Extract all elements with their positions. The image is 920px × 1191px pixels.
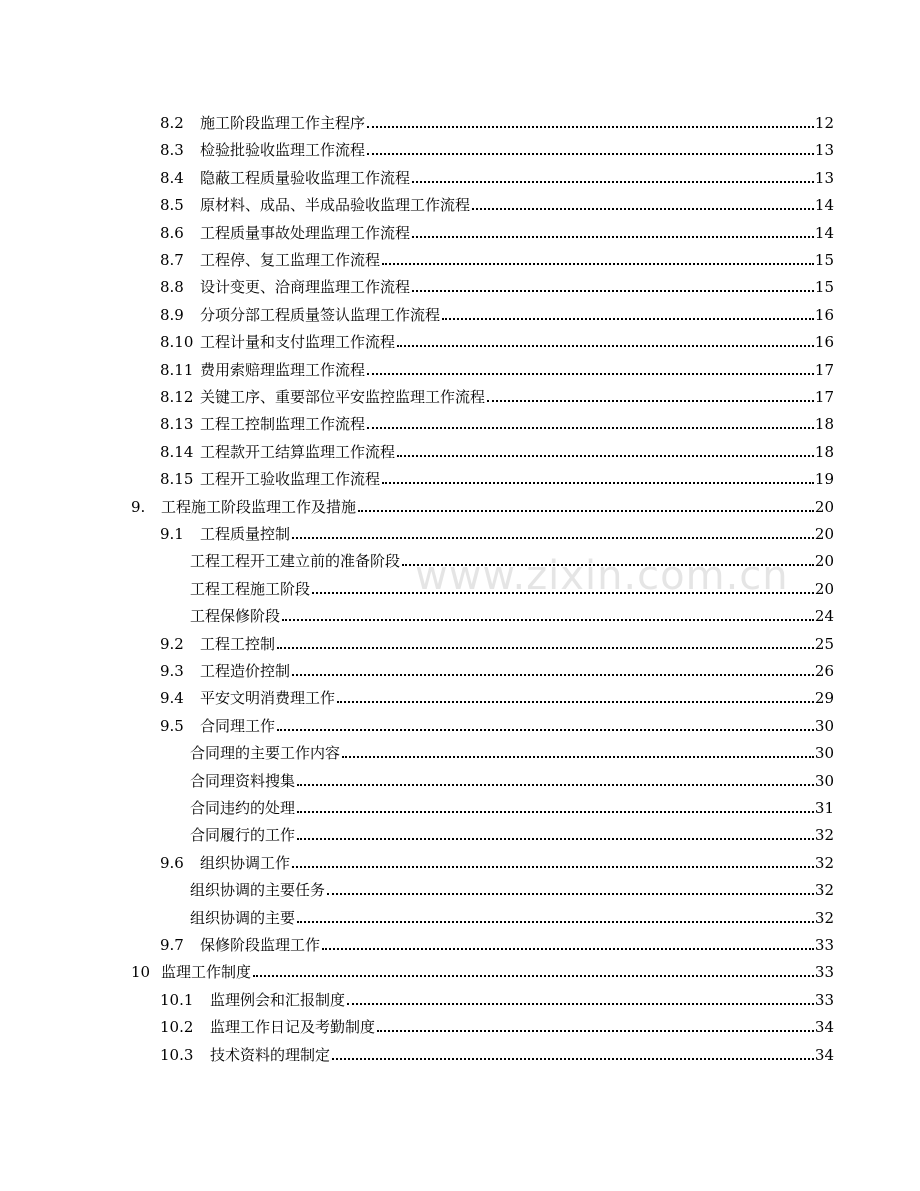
toc-dot-leader bbox=[277, 645, 814, 649]
toc-entry[interactable] bbox=[160, 300, 834, 324]
toc-dot-leader bbox=[297, 809, 814, 813]
toc-entry[interactable] bbox=[190, 793, 834, 817]
toc-entry[interactable] bbox=[190, 903, 834, 927]
toc-entry-title: 隐蔽工程质量验收监理工作流程 bbox=[200, 168, 411, 187]
toc-entry-number: 9.2 bbox=[160, 634, 184, 653]
toc-entry-number: 8.13 bbox=[160, 415, 194, 434]
toc-entry-page: 15 bbox=[814, 251, 834, 269]
toc-entry-number: 8.12 bbox=[160, 388, 194, 406]
toc-entry-page: 17 bbox=[814, 360, 834, 379]
toc-entry-page: 32 bbox=[814, 853, 834, 872]
toc-entry-title: 设计变更、洽商理监理工作流程 bbox=[200, 278, 411, 297]
toc-entry[interactable] bbox=[160, 135, 834, 159]
toc-entry-title: 工程质量事故处理监理工作流程 bbox=[200, 223, 411, 242]
toc-entry-page: 15 bbox=[814, 278, 834, 297]
toc-entry-title: 工程工控制监理工作流程 bbox=[200, 415, 366, 434]
toc-entry-title: 组织协调的主要 bbox=[190, 908, 296, 927]
toc-entry-page: 20 bbox=[814, 552, 834, 571]
toc-entry[interactable] bbox=[160, 272, 834, 296]
toc-entry-page: 13 bbox=[814, 141, 834, 160]
toc-entry-number: 9.6 bbox=[160, 853, 184, 872]
toc-entry-page: 20 bbox=[814, 579, 834, 598]
toc-entry[interactable] bbox=[131, 957, 834, 981]
toc-dot-leader bbox=[297, 919, 814, 923]
toc-entry[interactable] bbox=[190, 546, 834, 570]
toc-entry-title: 工程款开工结算监理工作流程 bbox=[200, 442, 396, 461]
watermark: www.zixin.com.cn bbox=[415, 553, 789, 599]
toc-dot-leader bbox=[412, 179, 814, 183]
toc-entry[interactable] bbox=[190, 601, 834, 625]
toc-dot-leader bbox=[282, 617, 814, 621]
toc-entry[interactable] bbox=[160, 163, 834, 187]
toc-dot-leader bbox=[358, 508, 814, 512]
toc-dot-leader bbox=[487, 398, 814, 402]
toc-entry-title: 费用索赔理监理工作流程 bbox=[200, 360, 366, 379]
toc-dot-leader bbox=[402, 562, 814, 566]
toc-entry-page: 25 bbox=[814, 634, 834, 653]
toc-dot-leader bbox=[382, 261, 814, 265]
toc-entry[interactable] bbox=[160, 245, 834, 269]
toc-dot-leader bbox=[337, 699, 814, 703]
toc-entry[interactable] bbox=[190, 820, 834, 844]
toc-entry[interactable] bbox=[160, 711, 834, 735]
toc-entry-page: 26 bbox=[814, 662, 834, 680]
toc-entry[interactable] bbox=[160, 629, 834, 653]
toc-dot-leader bbox=[397, 343, 814, 347]
toc-dot-leader bbox=[327, 891, 814, 895]
toc-entry-page: 24 bbox=[814, 607, 834, 626]
toc-entry-title: 工程计量和支付监理工作流程 bbox=[200, 333, 396, 352]
toc-entry[interactable] bbox=[160, 930, 834, 954]
toc-entry-number: 9. bbox=[131, 497, 146, 516]
toc-entry-number: 8.10 bbox=[160, 333, 194, 352]
toc-entry-page: 13 bbox=[814, 168, 834, 187]
toc-dot-leader bbox=[377, 1028, 814, 1032]
toc-entry[interactable] bbox=[160, 1040, 834, 1064]
toc-entry-page: 33 bbox=[814, 963, 834, 982]
toc-entry-page: 31 bbox=[814, 799, 834, 817]
toc-entry-number: 10.3 bbox=[160, 1045, 194, 1064]
toc-entry-title: 技术资料的理制定 bbox=[210, 1045, 331, 1064]
toc-entry-number: 8.3 bbox=[160, 141, 184, 160]
toc-entry-page: 34 bbox=[814, 1045, 834, 1064]
toc-entry-number: 10.2 bbox=[160, 1018, 194, 1037]
toc-entry-title: 工程工程开工建立前的准备阶段 bbox=[190, 552, 401, 571]
toc-entry-title: 关键工序、重要部位平安监控监理工作流程 bbox=[200, 388, 486, 406]
toc-entry[interactable] bbox=[160, 218, 834, 242]
toc-entry-title: 检验批验收监理工作流程 bbox=[200, 141, 366, 160]
toc-entry-number: 8.8 bbox=[160, 278, 184, 297]
toc-entry[interactable] bbox=[131, 492, 834, 516]
toc-entry-number: 8.6 bbox=[160, 223, 184, 242]
toc-entry-number: 10 bbox=[131, 963, 151, 982]
toc-entry-number: 8.14 bbox=[160, 442, 194, 461]
toc-entry-number: 9.1 bbox=[160, 525, 184, 543]
toc-entry-title: 分项分部工程质量签认监理工作流程 bbox=[200, 305, 441, 324]
toc-entry-page: 14 bbox=[814, 223, 834, 242]
toc-entry-page: 34 bbox=[814, 1018, 834, 1037]
toc-entry-page: 18 bbox=[814, 442, 834, 461]
toc-entry-page: 30 bbox=[814, 716, 834, 735]
toc-entry-number: 9.7 bbox=[160, 936, 184, 954]
toc-entry-number: 9.4 bbox=[160, 689, 184, 708]
toc-dot-leader bbox=[322, 946, 814, 950]
toc-entry-number: 9.5 bbox=[160, 716, 184, 735]
toc-dot-leader bbox=[382, 480, 814, 484]
toc-entry-title: 施工阶段监理工作主程序 bbox=[200, 114, 366, 132]
toc-dot-leader bbox=[277, 727, 814, 731]
toc-entry-page: 29 bbox=[814, 689, 834, 708]
toc-entry[interactable] bbox=[160, 848, 834, 872]
toc-dot-leader bbox=[412, 234, 814, 238]
toc-entry-page: 17 bbox=[814, 388, 834, 406]
toc-entry-title: 工程施工阶段监理工作及措施 bbox=[161, 497, 357, 516]
toc-entry-title: 工程质量控制 bbox=[200, 525, 291, 543]
toc-dot-leader bbox=[332, 1056, 814, 1060]
toc-entry-title: 工程造价控制 bbox=[200, 662, 291, 680]
toc-entry-title: 原材料、成品、半成品验收监理工作流程 bbox=[200, 196, 471, 215]
toc-entry-number: 8.7 bbox=[160, 251, 184, 269]
toc-entry-title: 平安文明消费理工作 bbox=[200, 689, 336, 708]
toc-entry-title: 组织协调的主要任务 bbox=[190, 881, 326, 900]
toc-entry-number: 8.2 bbox=[160, 114, 184, 132]
toc-entry-title: 合同履行的工作 bbox=[190, 826, 296, 845]
toc-entry-title: 监理工作制度 bbox=[161, 963, 252, 982]
toc-entry[interactable] bbox=[190, 574, 834, 598]
toc-entry[interactable] bbox=[160, 108, 834, 132]
toc-entry[interactable] bbox=[160, 355, 834, 379]
toc-entry-number: 8.15 bbox=[160, 470, 194, 489]
toc-entry-page: 14 bbox=[814, 196, 834, 215]
toc-dot-leader bbox=[312, 590, 814, 594]
toc-entry-number: 8.11 bbox=[160, 360, 194, 379]
toc-entry-page: 20 bbox=[814, 525, 834, 543]
toc-entry[interactable] bbox=[190, 766, 834, 790]
toc-dot-leader bbox=[367, 425, 814, 429]
toc-entry-title: 工程保修阶段 bbox=[190, 607, 281, 626]
toc-entry-title: 合同理工作 bbox=[200, 716, 276, 735]
toc-entry-page: 32 bbox=[814, 881, 834, 900]
toc-dot-leader bbox=[367, 151, 814, 155]
toc-entry[interactable] bbox=[160, 519, 834, 543]
toc-entry-number: 8.9 bbox=[160, 305, 184, 324]
toc-entry-page: 20 bbox=[814, 497, 834, 516]
toc-dot-leader bbox=[297, 836, 814, 840]
toc-dot-leader bbox=[442, 316, 814, 320]
toc-dot-leader bbox=[412, 288, 814, 292]
toc-entry-title: 保修阶段监理工作 bbox=[200, 936, 321, 954]
toc-dot-leader bbox=[342, 754, 814, 758]
toc-entry-page: 33 bbox=[814, 936, 834, 954]
toc-entry-title: 工程工程施工阶段 bbox=[190, 579, 311, 598]
toc-entry-page: 19 bbox=[814, 470, 834, 489]
toc-entry-title: 监理工作日记及考勤制度 bbox=[210, 1018, 376, 1037]
toc-entry-title: 合同理的主要工作内容 bbox=[190, 744, 341, 763]
toc-entry-page: 18 bbox=[814, 415, 834, 434]
toc-entry-title: 监理例会和汇报制度 bbox=[210, 990, 346, 1009]
toc-dot-leader bbox=[297, 782, 814, 786]
toc-entry[interactable] bbox=[190, 738, 834, 762]
toc-entry-number: 8.4 bbox=[160, 168, 184, 187]
toc-entry[interactable] bbox=[160, 327, 834, 351]
toc-entry-title: 工程停、复工监理工作流程 bbox=[200, 251, 381, 269]
toc-entry-title: 合同理资料搜集 bbox=[190, 771, 296, 790]
toc-entry[interactable] bbox=[190, 875, 834, 899]
toc-entry-page: 30 bbox=[814, 744, 834, 763]
toc-entry-page: 16 bbox=[814, 333, 834, 352]
toc-entry-title: 工程工控制 bbox=[200, 634, 276, 653]
toc-dot-leader bbox=[367, 124, 814, 128]
toc-entry-number: 8.5 bbox=[160, 196, 184, 215]
toc-dot-leader bbox=[472, 206, 814, 210]
toc-entry[interactable] bbox=[160, 409, 834, 433]
toc-dot-leader bbox=[292, 864, 814, 868]
toc-entry[interactable] bbox=[160, 985, 834, 1009]
toc-entry-page: 32 bbox=[814, 826, 834, 845]
toc-entry[interactable] bbox=[160, 1012, 834, 1036]
toc-dot-leader bbox=[253, 973, 814, 977]
toc-entry[interactable] bbox=[160, 464, 834, 488]
toc-entry[interactable] bbox=[160, 190, 834, 214]
toc-entry-title: 合同违约的处理 bbox=[190, 799, 296, 817]
toc-entry[interactable] bbox=[160, 656, 834, 680]
toc-dot-leader bbox=[367, 371, 814, 375]
toc-entry-title: 工程开工验收监理工作流程 bbox=[200, 470, 381, 489]
toc-dot-leader bbox=[347, 1001, 814, 1005]
toc-entry-title: 组织协调工作 bbox=[200, 853, 291, 872]
toc-entry-page: 30 bbox=[814, 771, 834, 790]
toc-entry-page: 32 bbox=[814, 908, 834, 927]
toc-dot-leader bbox=[292, 672, 814, 676]
toc-dot-leader bbox=[397, 453, 814, 457]
toc-entry-page: 16 bbox=[814, 305, 834, 324]
toc-entry-number: 9.3 bbox=[160, 662, 184, 680]
toc-entry[interactable] bbox=[160, 382, 834, 406]
toc-entry[interactable] bbox=[160, 437, 834, 461]
toc-entry-number: 10.1 bbox=[160, 990, 194, 1009]
toc-dot-leader bbox=[292, 535, 814, 539]
toc-entry[interactable] bbox=[160, 683, 834, 707]
toc-entry-page: 33 bbox=[814, 990, 834, 1009]
toc-entry-page: 12 bbox=[814, 114, 834, 132]
